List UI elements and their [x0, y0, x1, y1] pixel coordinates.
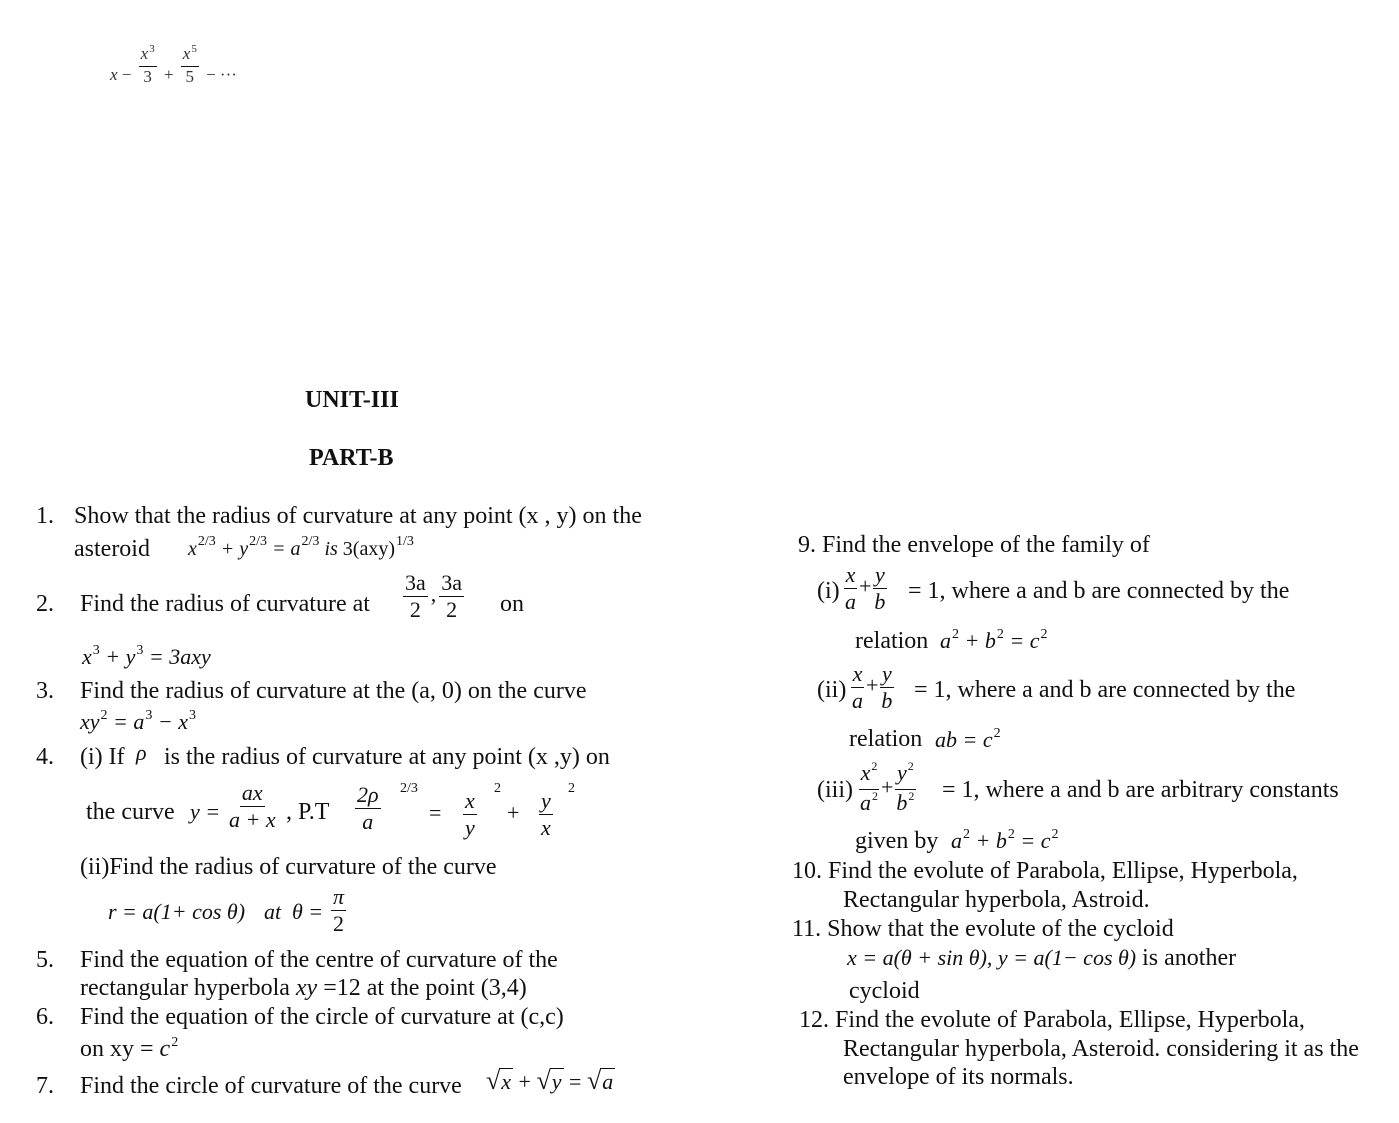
q4-yx-num: y — [541, 788, 551, 813]
q9-ii-rel-text: ab = c — [935, 727, 993, 752]
q9-iii-given-eq — [951, 828, 1058, 858]
q1-eq-exp4: 1/3 — [395, 534, 414, 549]
q9-i-after: = 1, where a and b are connected by the — [908, 578, 1290, 604]
q2-comma: , — [430, 581, 437, 607]
q1-eq-rhs: 3(axy) — [342, 538, 395, 560]
unit-title: UNIT-III — [305, 387, 399, 413]
q5-line2b: xy — [295, 975, 318, 1001]
q1-eq-is: is — [319, 538, 343, 560]
series-frac2-den: 5 — [185, 67, 195, 86]
q7-rad-x: x — [501, 1069, 512, 1094]
q4-exp-2a: 2 — [494, 781, 501, 796]
q9-ii-rel-eq — [935, 727, 1001, 757]
q2-eq-rhs: = 3axy — [143, 644, 211, 669]
q4-text-b: is the radius of curvature at any point (x ,y) on — [164, 744, 610, 770]
q6-number: 6. — [36, 1004, 54, 1030]
q9-iii-rel-c: = c — [1014, 828, 1051, 853]
q9-iii-fracs — [857, 760, 917, 819]
q4-frac-den: a + x — [229, 807, 276, 832]
q1-eq-x: x — [188, 538, 197, 560]
q7-plus: + — [518, 1069, 531, 1094]
q7-equals: = — [569, 1069, 582, 1094]
series-frac1-num: x — [140, 44, 149, 63]
q4-pi-num: π — [333, 884, 345, 909]
q1-eq-a: = a — [267, 538, 301, 560]
q1-line2: asteroid — [74, 536, 150, 562]
q9-i-rel-b: + b — [959, 628, 996, 653]
q10-line1: 10. Find the evolute of Parabola, Ellipse, Hyperbola, — [792, 858, 1298, 884]
q11-eq: x = a(θ + sin θ), y = a(1− cos θ) — [847, 945, 1137, 970]
q9-i-fracs — [842, 562, 888, 615]
q2-eq-x: x — [82, 644, 92, 669]
q9-i-rel-eq — [940, 628, 1047, 658]
series-frac-1 — [139, 44, 157, 87]
series-minus: − — [121, 65, 132, 84]
q9-i-rel-exp2: 2 — [996, 627, 1004, 642]
q9-i-rel-exp3: 2 — [1040, 627, 1048, 642]
q6-line2 — [80, 1035, 178, 1067]
q10-line2: Rectangular hyperbola, Astroid. — [843, 887, 1150, 913]
q9-ii-label: (ii) — [817, 677, 847, 703]
q2-frac1-den: 2 — [409, 597, 421, 622]
q5-text: Find the equation of the centre of curvature of the — [80, 947, 558, 973]
q9-i-a: a — [845, 589, 856, 614]
q7-number: 7. — [36, 1073, 54, 1099]
q4-pt: , P.T — [286, 799, 330, 825]
q9-iii-y: y — [897, 760, 907, 785]
q4-exp-2b: 2 — [568, 781, 575, 796]
q5-line2c: =12 at the point (3,4) — [317, 975, 527, 1001]
q4-at: at — [264, 899, 282, 924]
q6-c-exp: 2 — [171, 1035, 179, 1050]
q9-iii-b: b — [896, 790, 908, 815]
q9-iii-a-exp: 2 — [872, 789, 878, 803]
q9-iii-given: given by — [855, 828, 939, 854]
q9-ii-a: a — [852, 688, 863, 713]
q4-xy-num: x — [465, 788, 475, 813]
q5-line2a: rectangular hyperbola — [80, 975, 296, 1001]
q2-text: Find the radius of curvature at — [80, 591, 370, 617]
series-frac1-exp: 3 — [149, 43, 155, 55]
q4-rho-frac-num: 2ρ — [357, 782, 379, 807]
q7-rad-a: a — [602, 1069, 614, 1094]
q11-tail: is another — [1136, 945, 1237, 971]
q4-polar: r = a(1+ cos θ) — [108, 899, 246, 924]
part-title: PART-B — [309, 445, 394, 471]
q9-ii-plus: + — [866, 672, 879, 698]
q9-ii-b: b — [881, 688, 893, 713]
q1-number: 1. — [36, 503, 54, 529]
series-snippet — [110, 44, 237, 87]
q6-line2-text: on xy = — [80, 1036, 160, 1062]
q9-i-y: y — [875, 562, 885, 587]
q7-equation: √x + √y = √a — [486, 1066, 614, 1095]
q4-rho: ρ — [136, 740, 147, 765]
q4-rho-frac-den: a — [362, 809, 374, 834]
q9-iii-plus: + — [881, 774, 894, 800]
series-frac2-num: x — [182, 44, 191, 63]
q9-iii-rel-exp1: 2 — [963, 827, 970, 842]
q4-rho-frac — [352, 782, 384, 835]
q4-yx-den: x — [541, 815, 551, 840]
series-plus: + — [163, 65, 174, 84]
q9-i-rel-exp1: 2 — [952, 627, 959, 642]
q2-frac-1 — [403, 570, 428, 623]
q3-eq-xy-exp: 2 — [100, 708, 108, 723]
q3-number: 3. — [36, 678, 54, 704]
q4-pi-frac — [328, 884, 349, 937]
q9-i-label: (i) — [817, 578, 840, 604]
q9-iii-label: (iii) — [817, 777, 853, 803]
q2-on: on — [500, 591, 524, 617]
q1-equation — [188, 536, 414, 565]
q1-eq-exp3: 2/3 — [301, 534, 320, 549]
q9-i-plus: + — [859, 573, 872, 599]
q9-iii-rel-b: + b — [970, 828, 1007, 853]
series-tail: − ··· — [206, 65, 237, 84]
q11-line1: 11. Show that the evolute of the cycloid — [792, 916, 1174, 942]
q4-xy-den: y — [465, 815, 475, 840]
q9-iii-y-exp: 2 — [907, 759, 914, 773]
q9-iii-x-exp: 2 — [871, 759, 878, 773]
q2-eq-y: + y — [99, 644, 136, 669]
q12-line2: Rectangular hyperbola, Asteroid. considering it as the — [843, 1036, 1359, 1062]
q9-text: 9. Find the envelope of the family of — [798, 532, 1150, 558]
q4-equals: = — [429, 800, 442, 825]
q2-number: 2. — [36, 591, 54, 617]
q9-iii-rel-exp3: 2 — [1051, 827, 1059, 842]
q9-i-b: b — [874, 589, 886, 614]
q9-iii-b-exp: 2 — [908, 789, 915, 803]
q3-eq-x: − x — [152, 709, 189, 734]
q6-text: Find the equation of the circle of curvature at (c,c) — [80, 1004, 564, 1030]
q7-rad-y: y — [551, 1069, 562, 1094]
q3-equation — [80, 709, 196, 739]
q1-text: Show that the radius of curvature at any point (x , y) on the — [74, 503, 642, 529]
q4-curve-frac — [224, 780, 281, 833]
q3-eq-x-exp: 3 — [189, 708, 197, 723]
q4-plus: + — [507, 800, 520, 825]
q3-eq-a: = a — [107, 709, 145, 734]
q5-line2 — [80, 974, 527, 1002]
q9-iii-a: a — [860, 790, 871, 815]
q4-exp-23: 2/3 — [400, 781, 418, 796]
series-frac-2 — [181, 44, 199, 87]
series-frac1-den: 3 — [143, 67, 152, 86]
series-x: x — [110, 65, 118, 84]
q3-eq-xy: xy — [80, 709, 100, 734]
q9-i-relation: relation — [855, 628, 929, 654]
q12-line3: envelope of its normals. — [843, 1064, 1074, 1090]
q4-yx-frac — [536, 788, 556, 841]
q1-eq-y: + y — [215, 538, 249, 560]
q11-line3: cycloid — [849, 978, 920, 1004]
q4-frac-num: ax — [241, 780, 263, 805]
q9-ii-rel-exp: 2 — [993, 726, 1001, 741]
q9-ii-after: = 1, where a and b are connected by the — [914, 677, 1296, 703]
q4-part-ii: (ii)Find the radius of curvature of the curve — [80, 854, 497, 880]
q1-eq-exp2: 2/3 — [249, 534, 268, 549]
q6-c: c — [159, 1036, 171, 1062]
q9-iii-x: x — [860, 760, 871, 785]
q9-ii-relation: relation — [849, 726, 923, 752]
q2-frac1-num: 3a — [405, 570, 426, 595]
q4-curve-label: the curve — [86, 799, 175, 825]
q3-text: Find the radius of curvature at the (a, 0) on the curve — [80, 678, 587, 704]
q5-number: 5. — [36, 947, 54, 973]
q4-pi-den: 2 — [333, 911, 345, 936]
q9-iii-rel-exp2: 2 — [1007, 827, 1015, 842]
q9-i-x: x — [845, 562, 856, 587]
q2-frac-2 — [439, 570, 464, 623]
q2-point — [400, 570, 467, 623]
q2-equation — [82, 644, 211, 674]
q4-curve-y: y = — [190, 799, 221, 824]
q9-iii-after: = 1, where a and b are arbitrary constants — [942, 777, 1339, 803]
q2-frac2-num: 3a — [441, 570, 463, 595]
q2-eq-x-exp: 3 — [92, 643, 100, 658]
q4-theta: θ = — [292, 899, 324, 924]
q9-iii-rel-a: a — [951, 828, 962, 853]
q4-number: 4. — [36, 744, 54, 770]
q1-eq-exp1: 2/3 — [197, 534, 216, 549]
q4-text-a: (i) If — [80, 744, 125, 770]
q9-i-rel-c: = c — [1003, 628, 1040, 653]
q9-ii-x: x — [852, 661, 863, 686]
q12-line1: 12. Find the evolute of Parabola, Ellipse, Hyperbola, — [799, 1007, 1305, 1033]
q7-text: Find the circle of curvature of the curve — [80, 1073, 462, 1099]
q3-eq-a-exp: 3 — [145, 708, 153, 723]
q9-i-rel-a: a — [940, 628, 951, 653]
q2-eq-y-exp: 3 — [136, 643, 144, 658]
q4-xy-frac — [460, 788, 480, 841]
q9-ii-y: y — [882, 661, 892, 686]
q2-frac2-den: 2 — [446, 597, 458, 622]
series-frac2-exp: 5 — [191, 43, 197, 55]
q9-ii-fracs — [849, 661, 895, 714]
q11-line2 — [847, 944, 1236, 972]
